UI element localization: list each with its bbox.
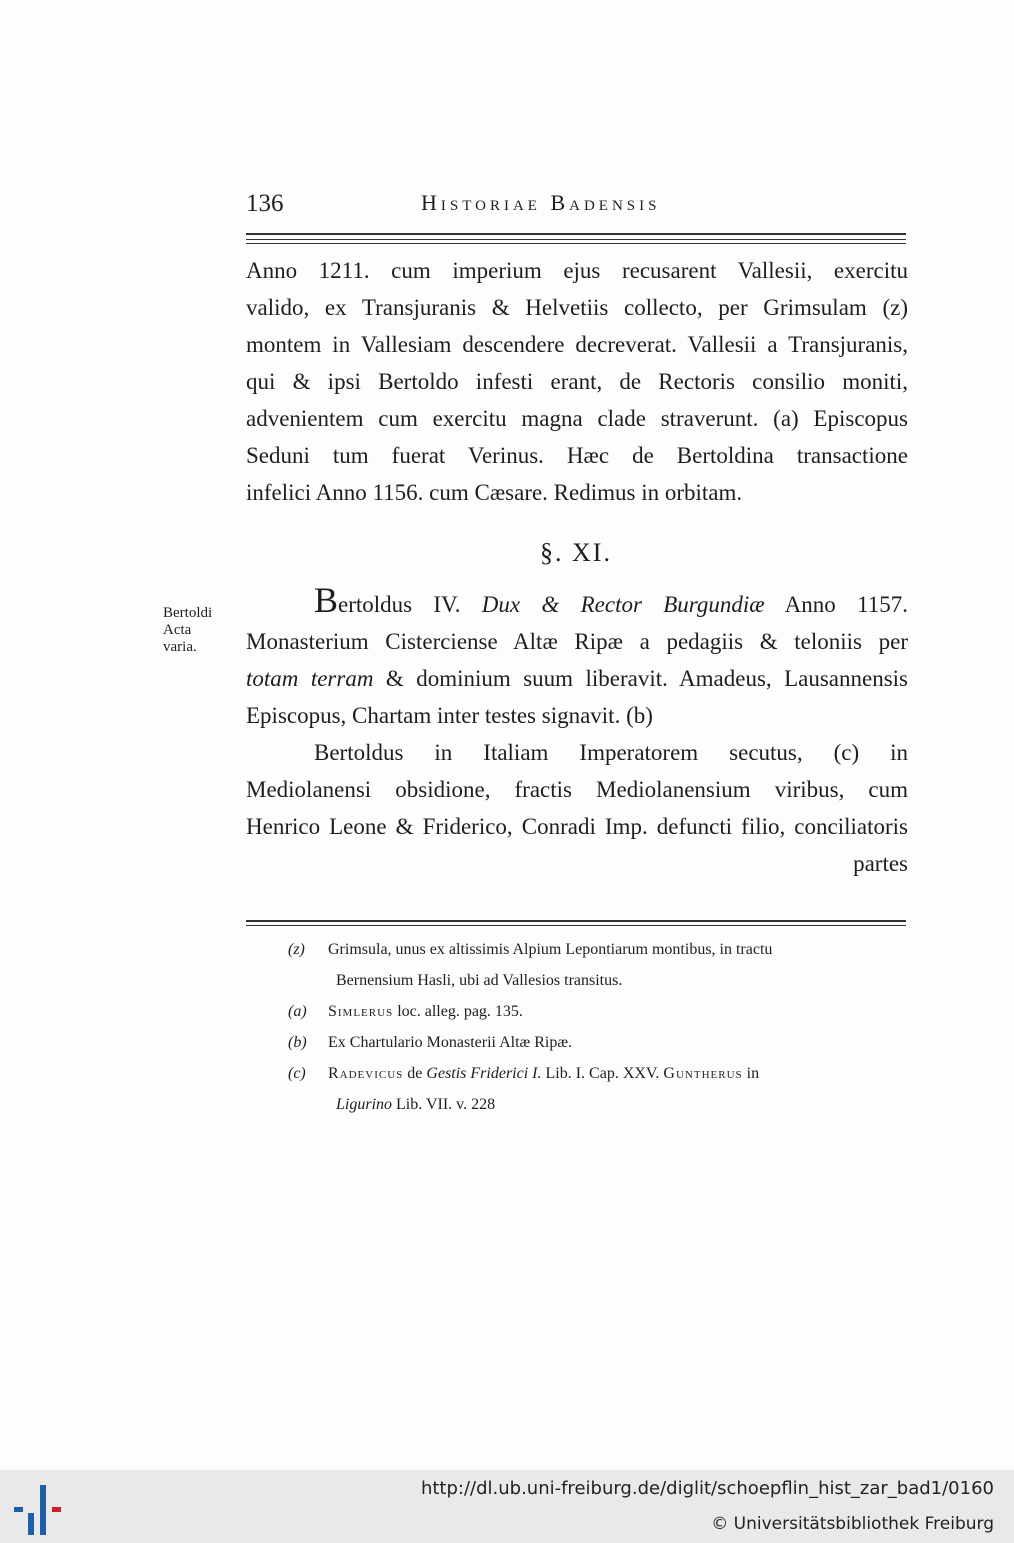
footnote-rule (246, 920, 906, 922)
header-rule-1 (246, 233, 906, 235)
page-number: 136 (246, 190, 284, 217)
text-line: qui & ipsi Bertoldo infesti erant, de Rectoris consilio moniti, (246, 369, 908, 394)
text-line: infelici Anno 1156. cum Cæsare. Redimus in orbitam. (246, 480, 743, 505)
paragraph-section-xi (246, 580, 908, 882)
footnote-a (288, 996, 906, 1027)
footnote-c (288, 1058, 906, 1089)
footnote-z (288, 934, 906, 965)
page-header (246, 186, 906, 226)
header-rule-3 (246, 243, 906, 244)
footnote-c-cont (288, 1089, 906, 1120)
work-title: Gestis Friderici I. (426, 1065, 542, 1082)
running-title: Historiae Badensis (421, 190, 661, 215)
footnote-mark: (z) (288, 941, 305, 958)
author-name: Simlerus (328, 1003, 394, 1020)
footnote-text: loc. alleg. pag. 135. (397, 1003, 523, 1020)
text-line: Mediolanensi obsidione, fractis Mediolanensium viribus, cum (246, 777, 908, 802)
text-line: advenientem cum exercitu magna clade straverunt. (a) Episcopus (246, 406, 908, 431)
footnote-rule-2 (246, 925, 906, 926)
footnote-mark: (a) (288, 1003, 307, 1020)
footnote-text: Bernensium Hasli, ubi ad Vallesios transitus. (336, 972, 623, 989)
marginal-line: Acta (163, 622, 192, 638)
author-name: Radevicus (328, 1065, 404, 1082)
title-italic: Dux & Rector Burgundiæ (481, 592, 765, 617)
author-name: Guntherus (663, 1065, 743, 1082)
text-line (246, 660, 908, 697)
source-link[interactable]: http://dl.ub.uni-freiburg.de/diglit/schoepflin_hist_zar_bad1/0160 (420, 1478, 994, 1499)
footnote-text: Ex Chartulario Monasterii Altæ Ripæ. (328, 1034, 572, 1051)
text-line: montem in Vallesiam descendere decreverat. Vallesii a Transjuranis, (246, 332, 908, 357)
footnote-mark: (c) (288, 1065, 306, 1082)
text-line: valido, ex Transjuranis & Helvetiis collecto, per Grimsulam (z) (246, 295, 908, 320)
text-span: ertoldus IV. (338, 592, 461, 617)
italic-phrase: totam terram (246, 666, 374, 691)
text-line: Henrico Leone & Friderico, Conradi Imp. defuncti filio, conciliatoris (246, 814, 908, 839)
footnotes (288, 934, 906, 1120)
work-title-wrap (288, 1096, 495, 1113)
text-line (246, 580, 908, 623)
header-rule-2 (246, 239, 906, 240)
text-span: & dominium suum liberavit. Amadeus, Lausannensis (385, 666, 908, 691)
text-line: Bertoldus in Italiam Imperatorem secutus, (c) in (314, 740, 908, 765)
footnote-z-cont (288, 965, 906, 996)
marginal-note (163, 605, 243, 656)
text-line: Anno 1211. cum imperium ejus recusarent Vallesii, exercitu (246, 258, 908, 283)
text-line: Episcopus, Chartam inter testes signavit. (b) (246, 703, 653, 728)
footnote-text: Grimsula, unus ex altissimis Alpium Lepontiarum montibus, in tractu (328, 941, 773, 958)
marginal-line: Bertoldi (163, 605, 213, 621)
footnote-text: Lib. I. Cap. XXV. (545, 1065, 660, 1082)
text-span: Anno 1157. (784, 592, 908, 617)
text-line: Seduni tum fuerat Verinus. Hæc de Bertoldina transactione (246, 443, 908, 468)
footnote-b (288, 1027, 906, 1058)
section-heading: §. XI. (540, 538, 612, 567)
footnote-text: Lib. VII. v. 228 (396, 1096, 496, 1113)
footnote-text: de (407, 1065, 423, 1082)
footer-bar (0, 1470, 1014, 1543)
catchword: partes (853, 851, 908, 876)
footnote-mark: (b) (288, 1034, 307, 1051)
library-logo-icon (10, 1480, 70, 1535)
marginal-line: varia. (163, 639, 197, 655)
copyright-notice: © Universitätsbibliothek Freiburg (711, 1514, 994, 1534)
paragraph-continued (246, 252, 908, 511)
drop-cap: B (314, 580, 339, 620)
footnote-text: in (746, 1065, 760, 1082)
text-line: Monasterium Cisterciense Altæ Ripæ a pedagiis & teloniis per (246, 629, 908, 654)
work-title: Ligurino (336, 1096, 393, 1113)
